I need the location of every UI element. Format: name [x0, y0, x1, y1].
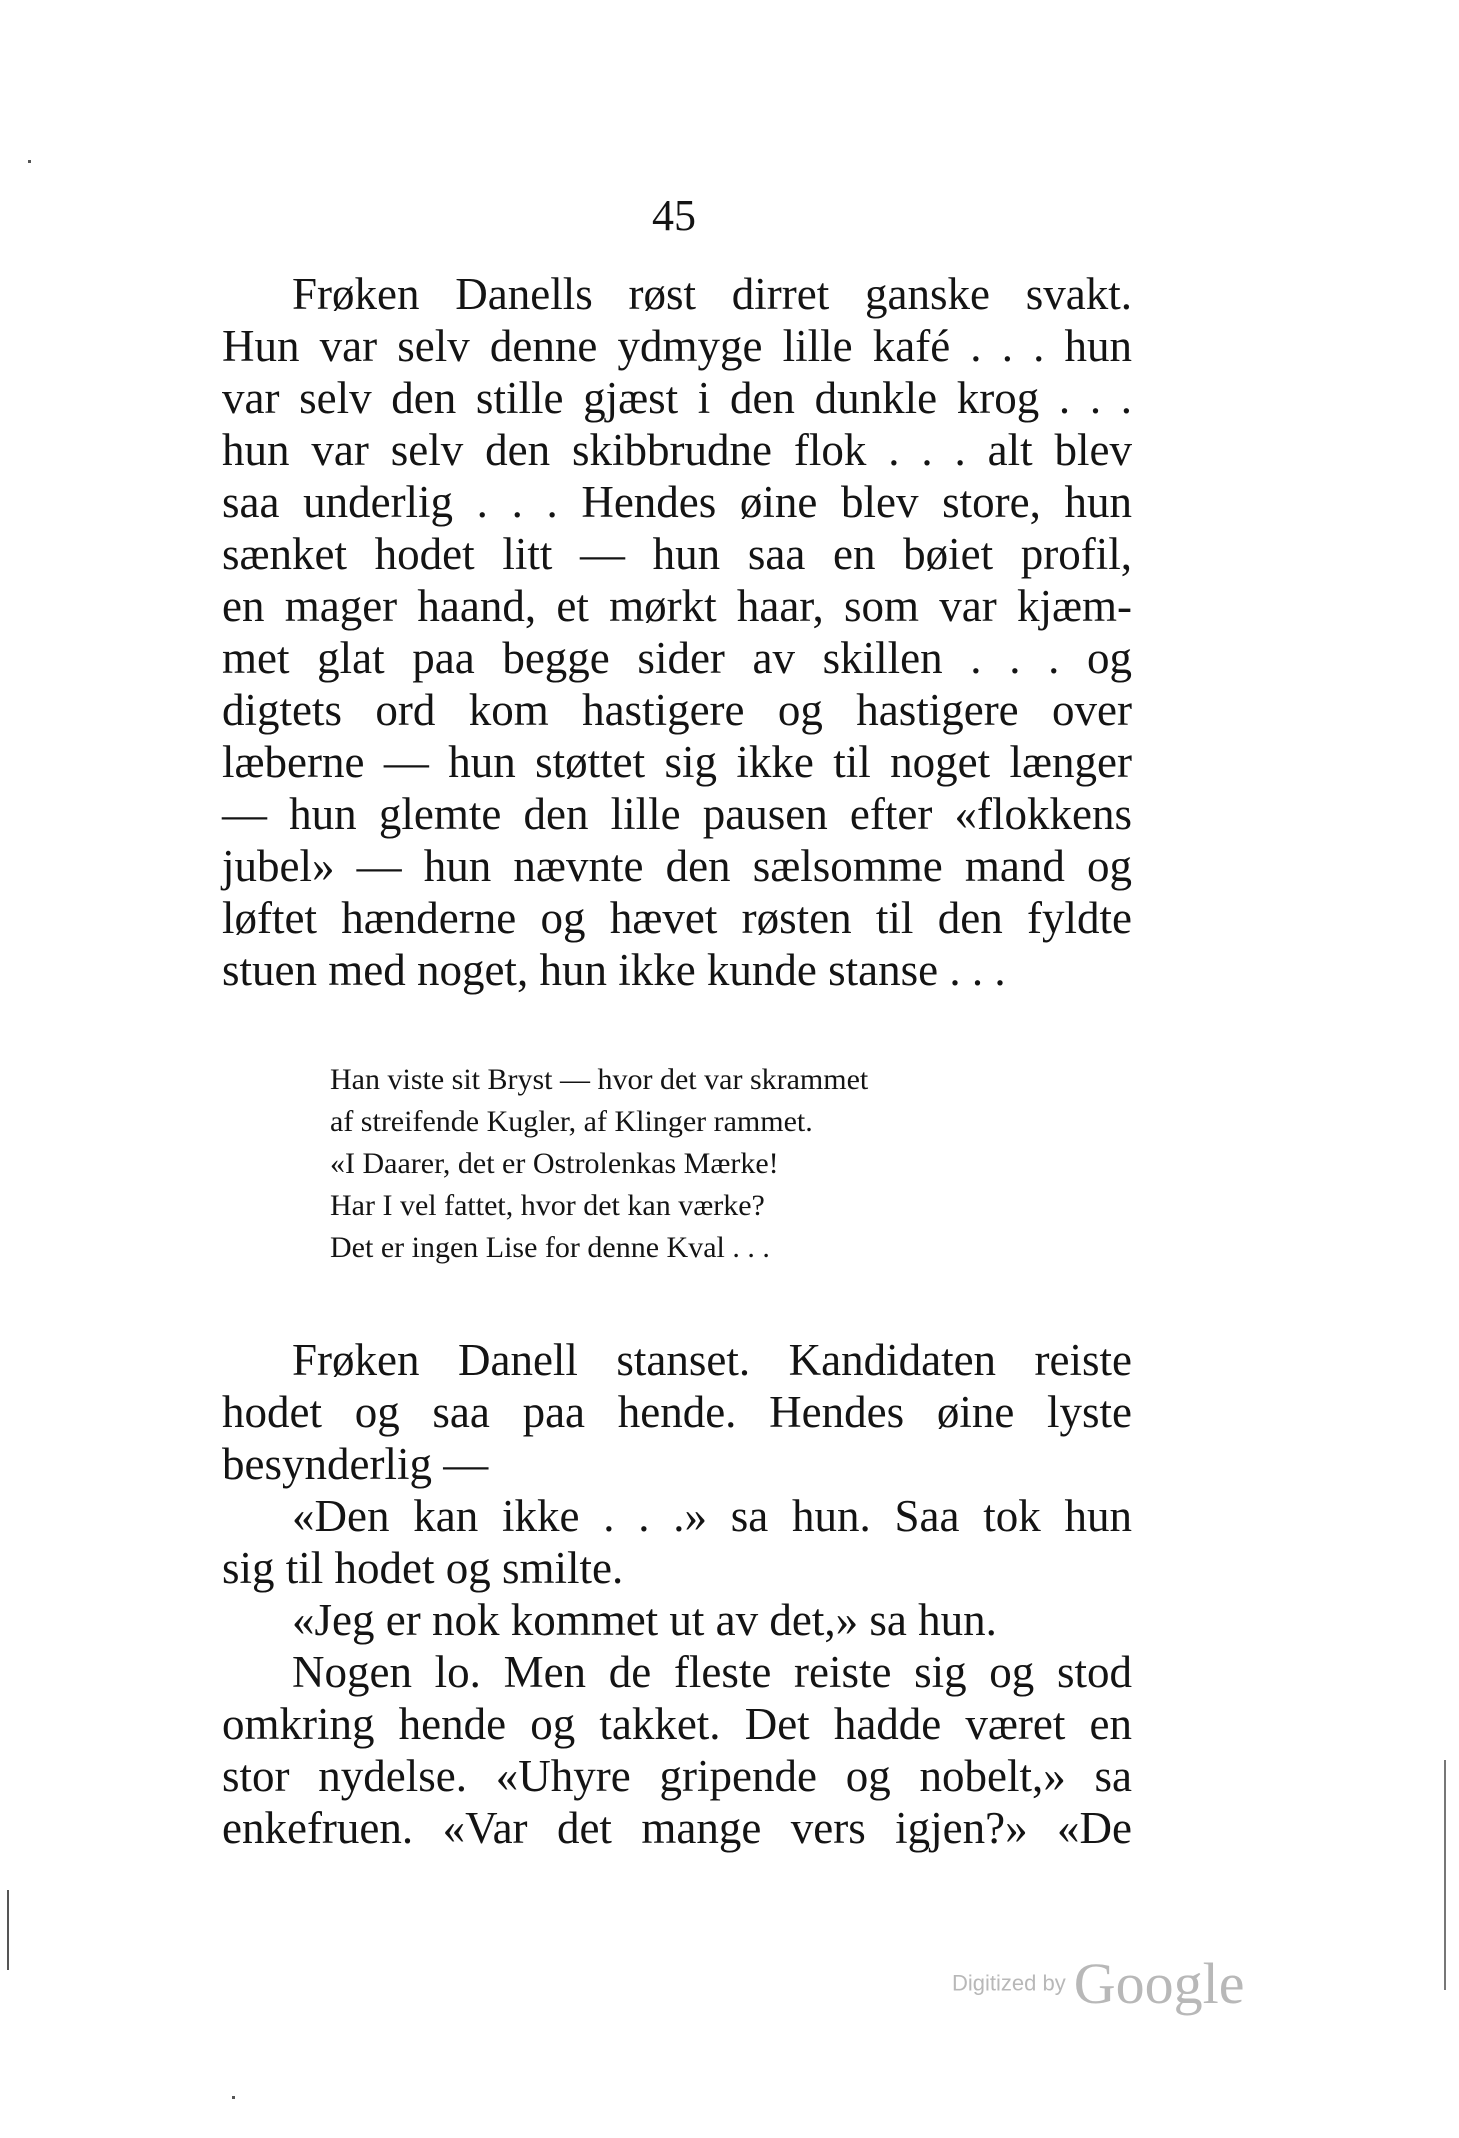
text-line: saa underlig . . . Hendes øine blev store, hun — [222, 477, 1132, 527]
scan-speck — [232, 2096, 235, 2099]
scan-edge-mark — [1444, 1760, 1446, 1990]
text-line: Frøken Danells røst dirret ganske svakt. — [292, 269, 1132, 319]
text-line: «Den kan ikke . . .» sa hun. Saa tok hun — [292, 1491, 1132, 1541]
poem-line: «I Daarer, det er Ostrolenkas Mærke! — [330, 1147, 779, 1180]
poem-line: Har I vel fattet, hvor det kan værke? — [330, 1189, 765, 1222]
text-line: — hun glemte den lille pausen efter «flokkens — [222, 789, 1132, 839]
text-line: stor nydelse. «Uhyre gripende og nobelt,» sa — [222, 1751, 1132, 1801]
text-line: Hun var selv denne ydmyge lille kafé . . . hun — [222, 321, 1132, 371]
text-line: enkefruen. «Var det mange vers igjen?» «De — [222, 1803, 1132, 1853]
text-line: sig til hodet og smilte. — [222, 1543, 624, 1593]
text-line: var selv den stille gjæst i den dunkle krog . . . — [222, 373, 1132, 423]
poem-line: Det er ingen Lise for denne Kval . . . — [330, 1231, 770, 1264]
google-logo: Google — [1073, 1951, 1245, 2016]
text-line: jubel» — hun nævnte den sælsomme mand og — [222, 841, 1132, 891]
text-line: læberne — hun støttet sig ikke til noget længer — [222, 737, 1132, 787]
text-line: digtets ord kom hastigere og hastigere over — [222, 685, 1132, 735]
text-line: omkring hende og takket. Det hadde været en — [222, 1699, 1132, 1749]
text-line: Frøken Danell stanset. Kandidaten reiste — [292, 1335, 1132, 1385]
page-number: 45 — [652, 191, 696, 240]
poem-line: af streifende Kugler, af Klinger rammet. — [330, 1105, 813, 1138]
watermark-prefix: Digitized by — [952, 1970, 1066, 1996]
text-line: hun var selv den skibbrudne flok . . . alt blev — [222, 425, 1132, 475]
digitized-watermark — [952, 1950, 1244, 2017]
text-line: «Jeg er nok kommet ut av det,» sa hun. — [292, 1595, 997, 1645]
poem-line: Han viste sit Bryst — hvor det var skrammet — [330, 1063, 869, 1096]
text-line: hodet og saa paa hende. Hendes øine lyste — [222, 1387, 1132, 1437]
text-line: stuen med noget, hun ikke kunde stanse . . . — [222, 945, 1006, 995]
scan-edge-mark — [7, 1890, 9, 1970]
text-line: Nogen lo. Men de fleste reiste sig og stod — [292, 1647, 1132, 1697]
text-line: en mager haand, et mørkt haar, som var kjæm- — [222, 581, 1132, 631]
text-line: met glat paa begge sider av skillen . . . og — [222, 633, 1132, 683]
text-line: løftet hænderne og hævet røsten til den fyldte — [222, 893, 1132, 943]
text-line: sænket hodet litt — hun saa en bøiet profil, — [222, 529, 1132, 579]
text-line: besynderlig — — [222, 1439, 489, 1489]
scan-speck — [28, 160, 31, 163]
